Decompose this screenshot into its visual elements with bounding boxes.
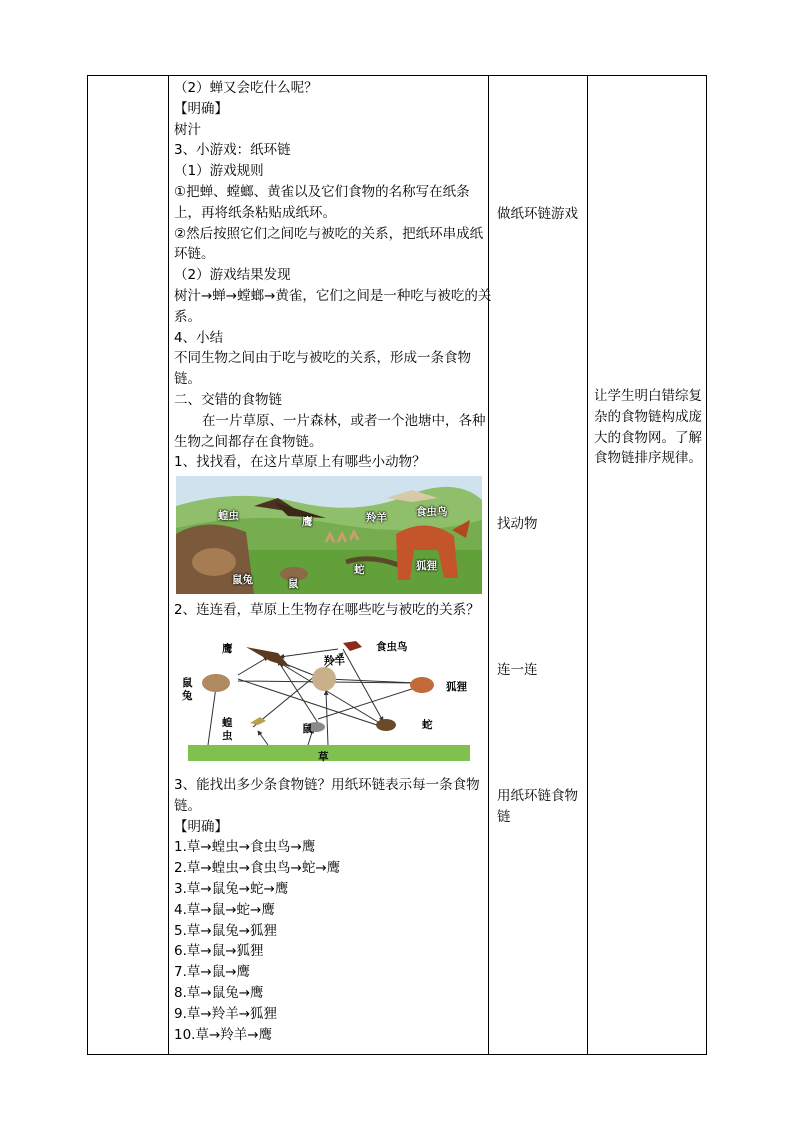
scene-label-insect-bird: 食虫鸟: [416, 506, 448, 519]
section-two-intro: 在一片草原、一片森林，或者一个池塘中，各种生物之间都存在食物链。: [174, 412, 486, 450]
food-chain-9: 9.草→羚羊→狐狸: [174, 1005, 278, 1022]
question-cicada: （2）蝉又会吃什么呢？: [174, 80, 318, 96]
game-rules-heading: （1）游戏规则: [174, 163, 264, 180]
summary-heading: 4、小结: [174, 329, 224, 346]
chain-question: 3、能找出多少条食物链？用纸环链表示每一条食物链。: [174, 776, 480, 814]
web-label-locust: 蝗虫: [222, 716, 233, 742]
scene-label-mouse: 鼠: [288, 578, 299, 591]
teaching-goal: 让学生明白错综复杂的食物链构成庞大的食物网。了解食物链排序规律。: [594, 388, 702, 467]
grassland-scene-image: [176, 476, 482, 594]
clarify-heading-2: 【明确】: [174, 818, 228, 835]
game-rule-2: ②然后按照它们之间吃与被吃的关系，把纸环串成纸环链。: [174, 225, 484, 263]
web-label-insect-bird: 食虫鸟: [376, 640, 408, 653]
activity-find: 找动物: [497, 516, 538, 532]
lesson-table: [87, 75, 707, 1055]
game-heading: 3、小游戏：纸环链: [174, 142, 291, 159]
food-chain-3: 3.草→鼠兔→蛇→鹰: [174, 880, 289, 897]
scene-label-eagle: 鹰: [302, 516, 313, 529]
answer-sap: 树汁: [174, 121, 201, 138]
game-result: 树汁→蝉→螳螂→黄雀，它们之间是一种吃与被吃的关系。: [174, 287, 492, 325]
summary-text: 不同生物之间由于吃与被吃的关系，形成一条食物链。: [174, 350, 471, 388]
web-label-mouse: 鼠: [302, 722, 313, 735]
web-label-pika: 鼠兔: [182, 676, 193, 702]
food-chain-1: 1.草→蝗虫→食虫鸟→鹰: [174, 839, 316, 856]
web-label-fox: 狐狸: [446, 680, 467, 693]
food-web-diagram: [178, 627, 478, 767]
teaching-content: [174, 78, 492, 1045]
scene-label-pika: 鼠兔: [232, 574, 253, 587]
food-chain-2: 2.草→蝗虫→食虫鸟→蛇→鹰: [174, 860, 341, 877]
food-chain-5: 5.草→鼠兔→狐狸: [174, 922, 278, 939]
connect-question: 2、连连看，草原上生物存在哪些吃与被吃的关系？: [174, 602, 480, 619]
scene-label-antelope: 羚羊: [366, 512, 387, 525]
activity-game: 做纸环链游戏: [497, 206, 578, 222]
section-two-heading: 二、交错的食物链: [174, 391, 282, 408]
food-chain-7: 7.草→鼠→鹰: [174, 964, 251, 981]
food-chain-6: 6.草→鼠→狐狸: [174, 943, 264, 960]
web-label-eagle: 鹰: [222, 642, 233, 655]
web-label-antelope: 羚羊: [324, 654, 345, 667]
web-label-grass: 草: [318, 750, 329, 763]
find-question: 1、找找看，在这片草原上有哪些小动物？: [174, 454, 426, 471]
scene-label-snake: 蛇: [354, 564, 365, 577]
game-rule-1: ①把蝉、螳螂、黄雀以及它们食物的名称写在纸条上，再将纸条粘贴成纸环。: [174, 183, 470, 221]
web-label-snake: 蛇: [422, 718, 433, 731]
activity-connect: 连一连: [497, 662, 538, 678]
food-chain-10: 10.草→羚羊→鹰: [174, 1026, 273, 1043]
game-result-heading: （2）游戏结果发现: [174, 267, 291, 284]
food-chain-4: 4.草→鼠→蛇→鹰: [174, 901, 275, 918]
clarify-heading: 【明确】: [174, 100, 228, 117]
scene-label-locust: 蝗虫: [218, 510, 239, 523]
food-chain-8: 8.草→鼠兔→鹰: [174, 984, 264, 1001]
column-divider: [168, 76, 169, 1054]
scene-label-fox: 狐狸: [416, 560, 437, 573]
activity-chain: 用纸环链食物链: [497, 788, 578, 825]
